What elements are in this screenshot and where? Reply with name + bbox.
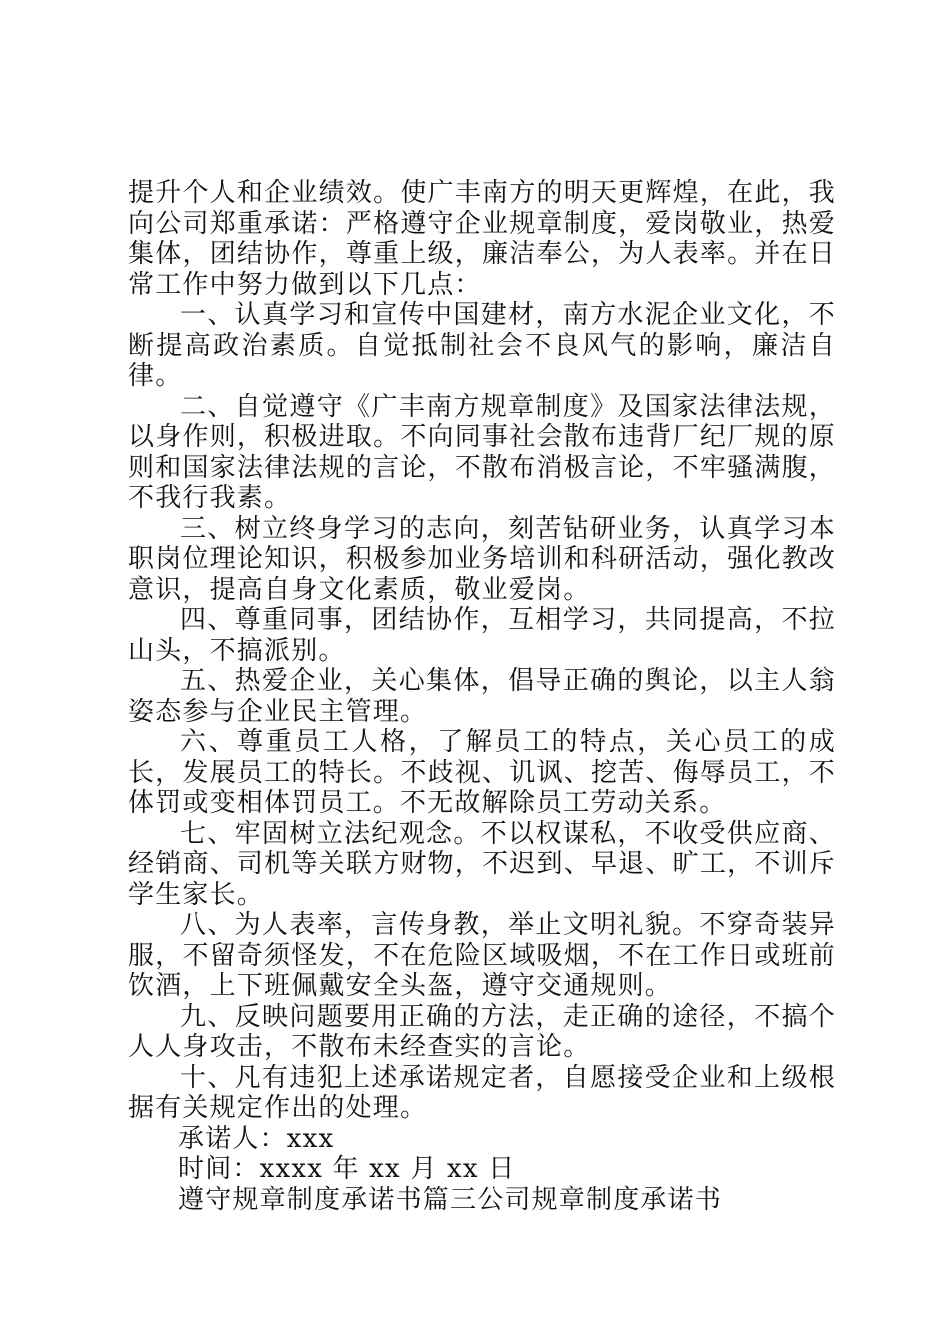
promisor-line: 承诺人：xxx (178, 1123, 335, 1154)
paragraph-item-6: 六、尊重员工人格，了解员工的特点，关心员工的成长，发展员工的特长。不歧视、讥讽、挖苦、侮辱员工，不体罚或变相体罚员工。不无故解除员工劳动关系。 (128, 727, 836, 818)
paragraph-item-7: 七、牢固树立法纪观念。不以权谋私，不收受供应商、经销商、司机等关联方财物，不迟到、早退、旷工，不训斥学生家长。 (128, 818, 836, 910)
paragraph-item-9: 九、反映问题要用正确的方法，走正确的途径，不搞个人人身攻击，不散布未经查实的言论。 (128, 1001, 836, 1062)
next-section-title: 遵守规章制度承诺书篇三公司规章制度承诺书 (178, 1184, 723, 1215)
date-line: 时间：xxxx 年 xx 月 xx 日 (178, 1154, 516, 1184)
document-body (128, 178, 836, 1215)
paragraph-intro: 提升个人和企业绩效。使广丰南方的明天更辉煌，在此，我向公司郑重承诺：严格遵守企业规章制度，爱岗敬业，热爱集体，团结协作，尊重上级，廉洁奉公，为人表率。并在日常工作中努力做到以下几点： (128, 178, 836, 300)
paragraph-item-3: 三、树立终身学习的志向，刻苦钻研业务，认真学习本职岗位理论知识，积极参加业务培训和科研活动，强化教改意识，提高自身文化素质，敬业爱岗。 (128, 513, 836, 605)
paragraph-item-1: 一、认真学习和宣传中国建材，南方水泥企业文化，不断提高政治素质。自觉抵制社会不良风气的影响，廉洁自律。 (128, 300, 836, 391)
paragraph-item-2: 二、自觉遵守《广丰南方规章制度》及国家法律法规，以身作则，积极进取。不向同事社会散布违背厂纪厂规的原则和国家法律法规的言论，不散布消极言论，不牢骚满腹，不我行我素。 (128, 391, 836, 513)
paragraph-item-4: 四、尊重同事，团结协作，互相学习，共同提高，不拉山头，不搞派别。 (128, 605, 836, 666)
paragraph-item-10: 十、凡有违犯上述承诺规定者，自愿接受企业和上级根据有关规定作出的处理。 (128, 1062, 836, 1123)
paragraph-item-5: 五、热爱企业，关心集体，倡导正确的舆论，以主人翁姿态参与企业民主管理。 (128, 666, 836, 727)
paragraph-item-8: 八、为人表率，言传身教，举止文明礼貌。不穿奇装异服，不留奇须怪发，不在危险区域吸烟，不在工作日或班前饮酒，上下班佩戴安全头盔，遵守交通规则。 (128, 910, 836, 1001)
